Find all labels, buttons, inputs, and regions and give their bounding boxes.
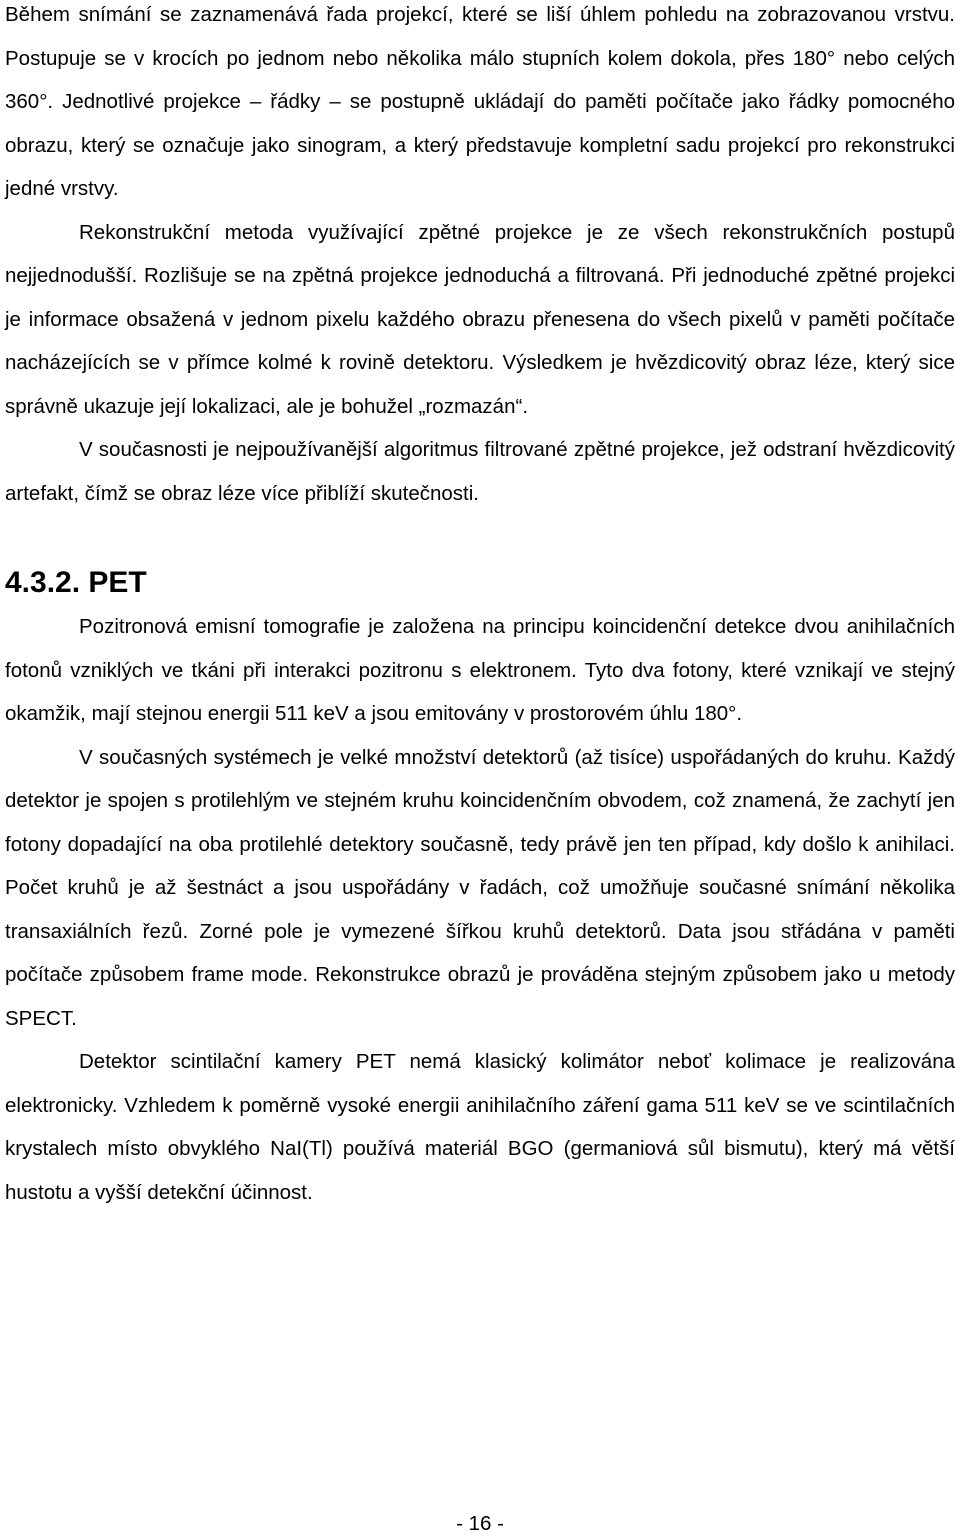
paragraph-back-projection: Rekonstrukční metoda využívající zpětné projekce je ze všech rekonstrukčních postupů nejjednodušší. Rozlišuje se na zpětná projekce jednoduchá a filtrovaná. Při jednoduché zpětné projekci je informace obsažená v jednom pixelu každého obrazu přenesena do všech pixelů v paměti počítače nacházejících se v přímce kolmé k rovině detektoru. Výsledkem je hvězdicovitý obraz léze, který sice správně ukazuje její lokalizaci, ale je bohužel „rozmazán“. (5, 220, 955, 418)
paragraph-pet-scintillation: Detektor scintilační kamery PET nemá klasický kolimátor neboť kolimace je realizována elektronicky. Vzhledem k poměrně vysoké energii anihilačního záření gama 511 keV se ve scintilačních krystalech místo obvyklého NaI(Tl) používá materiál BGO (germaniová sůl bismutu), který má větší hustotu a vyšší detekční účinnost. (5, 1050, 955, 1204)
paragraph-pet-detectors: V současných systémech je velké množství detektorů (až tisíce) uspořádaných do kruhu. Každý detektor je spojen s protilehlým ve stejném kruhu koincidenčním obvodem, což znamená, že zachytí jen fotony dopadající na oba protilehlé detektory současně, tedy právě jen ten případ, kdy došlo k anihilaci. Počet kruhů je až šestnáct a jsou uspořádány v řadách, což umožňuje současné snímání několika transaxiálních řezů. Zorné pole je vymezené šířkou kruhů detektorů. Data jsou střádána v paměti počítače způsobem frame mode. Rekonstrukce obrazů je prováděna stejným způsobem jako u metody SPECT. (5, 745, 955, 1030)
paragraph-pet-principle: Pozitronová emisní tomografie je založena na principu koincidenční detekce dvou anihilačních fotonů vzniklých ve tkáni při interakci pozitronu s elektronem. Tyto dva fotony, které vznikají ve stejný okamžik, mají stejnou energii 511 keV a jsou emitovány v prostorovém úhlu 180°. (5, 615, 955, 725)
document-page (5, 0, 955, 1214)
paragraph-projections: Během snímání se zaznamenává řada projekcí, které se liší úhlem pohledu na zobrazovanou vrstvu. Postupuje se v krocích po jednom nebo několika málo stupních kolem dokola, přes 180° nebo celých 360°. Jednotlivé projekce – řádky – se postupně ukládají do paměti počítače jako řádky pomocného obrazu, který se označuje jako sinogram, a který představuje kompletní sadu projekcí pro rekonstrukci jedné vrstvy. (5, 3, 955, 200)
paragraph-filtered-back-projection: V současnosti je nejpoužívanější algoritmus filtrované zpětné projekce, jež odstraní hvězdicovitý artefakt, čímž se obraz léze více přiblíží skutečnosti. (5, 438, 955, 505)
section-heading-pet: 4.3.2. PET (5, 566, 147, 599)
page-number: - 16 - (456, 1512, 504, 1535)
